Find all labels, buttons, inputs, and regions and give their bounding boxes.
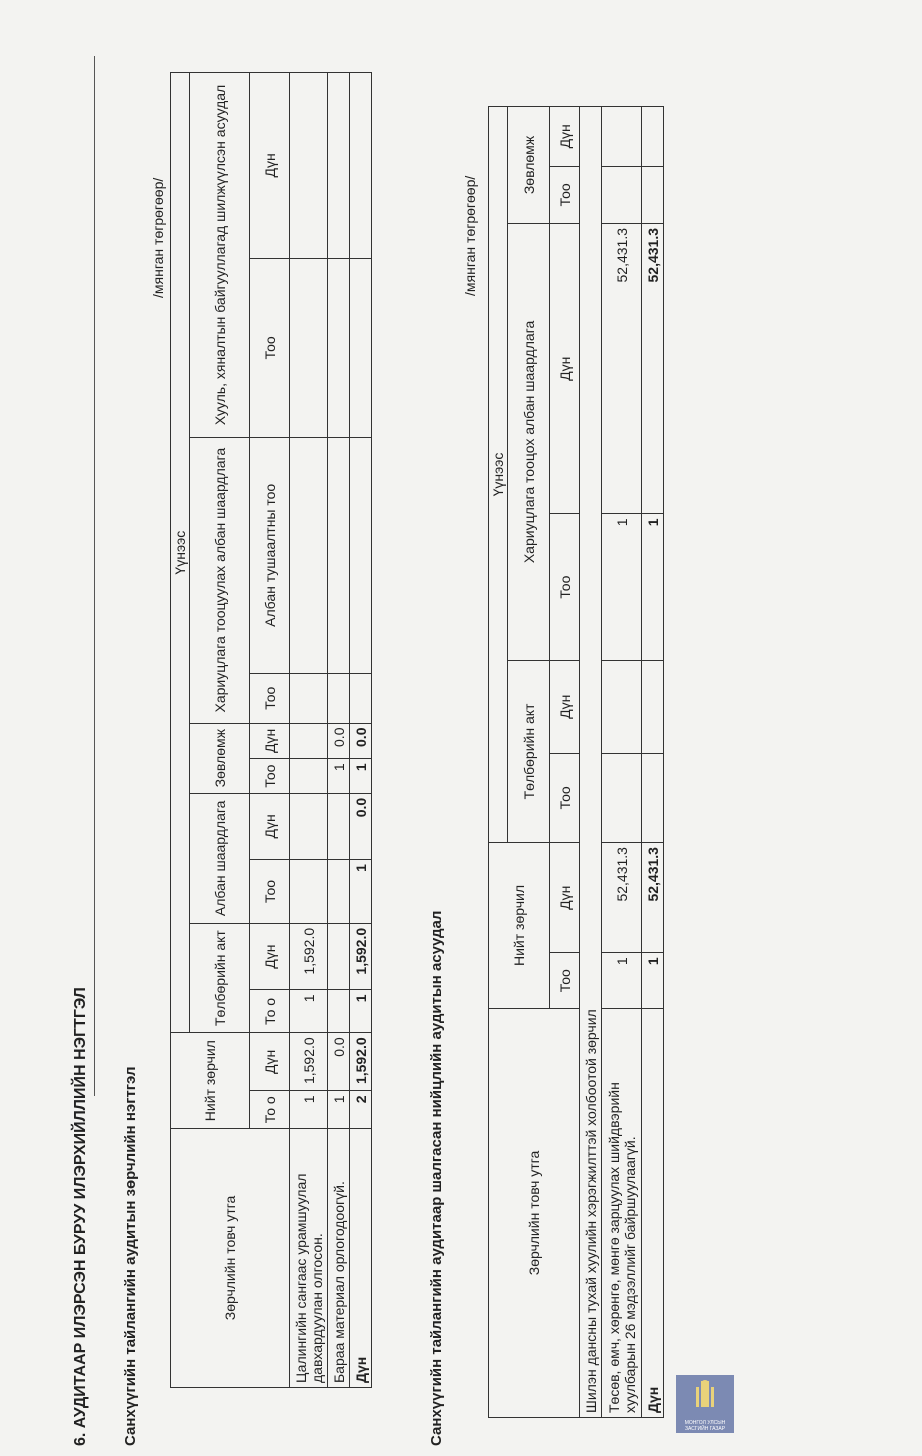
row-total-too: 1 (328, 1091, 350, 1129)
row-tolbor-too (328, 990, 350, 1033)
row-empty-cell (350, 73, 372, 259)
row-total-dun: 0.0 (328, 1033, 350, 1091)
t1-header-uunees: Үүнээс (171, 73, 190, 1033)
sum-tolbor-too: 1 (350, 990, 372, 1033)
row-empty-cell (290, 258, 328, 437)
table1-subtitle: Санхүүгийн тайлангийн аудитын зөрчлийн нэгтгэл (122, 1066, 139, 1446)
row-empty-cell (350, 258, 372, 437)
row-empty-cell (290, 437, 328, 673)
t2-sub-too: Тоо (550, 753, 580, 842)
sum-alban-too: 1 (350, 860, 372, 924)
row-tol-dun (602, 660, 642, 753)
t1-header-desc: Зөрчлийн товч утга (171, 1129, 290, 1388)
row-empty-cell (328, 258, 350, 437)
t2-sub-dun: Дүн (550, 843, 580, 953)
row-har-dun: 52,431.3 (602, 224, 642, 514)
row-empty-cell (350, 437, 372, 673)
t1-sub-alban-tushaal: Албан тушаалтны тоо (250, 437, 290, 673)
sum-label: Дүн (350, 1129, 372, 1388)
t1-sub-dun: Дүн (250, 1033, 290, 1091)
row-har-too: 1 (602, 514, 642, 660)
t1-sub-too: То о (250, 990, 290, 1033)
t1-sub-too: Тоо (250, 759, 290, 793)
row-zov-dun (290, 723, 328, 759)
table-group-row (580, 107, 602, 1418)
t1-sub-too: Тоо (250, 673, 290, 723)
t1-sub-dun: Дүн (250, 923, 290, 990)
row-alban-dun (328, 793, 350, 859)
t2-header-total: Нийт зөрчил (489, 843, 550, 1009)
row-empty-cell (290, 73, 328, 259)
row-empty-cell (290, 673, 328, 723)
table-row (290, 73, 328, 1388)
t1-sub-too: Тоо (250, 258, 290, 437)
row-desc: Бараа материал орлогодоогүй. (328, 1129, 350, 1388)
government-logo (676, 1375, 734, 1433)
t1-header-total: Нийт зөрчил (171, 1033, 250, 1129)
t1-sub-too: Тоо (250, 860, 290, 924)
sum-tol-dun (642, 660, 664, 753)
row-zov-dun: 0.0 (328, 723, 350, 759)
sum-zov-dun: 0.0 (350, 723, 372, 759)
row-empty-cell (328, 437, 350, 673)
section-title: 6. АУДИТААР ИЛЭРСЭН БУРУУ ИЛЭРХИЙЛЛИЙН НЭГТГЭЛ (72, 987, 89, 1446)
sum-total-too: 1 (642, 953, 664, 1009)
table-row-sum (642, 107, 664, 1418)
t2-header-tolbor: Төлбөрийн акт (508, 660, 550, 842)
row-empty-cell (350, 673, 372, 723)
table-row (602, 107, 642, 1418)
row-zov-too: 1 (328, 759, 350, 793)
sum-zov-too: 1 (350, 759, 372, 793)
t1-header-alban: Албан шаардлага (190, 793, 250, 923)
t2-sub-too: Тоо (550, 166, 580, 223)
table-row (328, 73, 350, 1388)
t1-sub-dun: Дүн (250, 793, 290, 859)
row-total-too: 1 (602, 953, 642, 1009)
row-zov-too (602, 166, 642, 223)
group-row: Шилэн дансны тухай хуулийн хэрэгжилттэй холбоотой зөрчил (580, 107, 602, 1418)
logo-caption: МОНГОЛ УЛСЫН ЗАСГИЙН ГАЗАР (684, 1420, 726, 1432)
sum-alban-dun: 0.0 (350, 793, 372, 859)
row-total-dun: 1,592.0 (290, 1033, 328, 1091)
row-empty-cell (328, 73, 350, 259)
sum-tol-too (642, 753, 664, 842)
row-total-dun: 52,431.3 (602, 843, 642, 953)
table1 (170, 72, 372, 1388)
sum-har-too: 1 (642, 514, 664, 660)
t2-sub-too: Тоо (550, 953, 580, 1009)
sum-har-dun: 52,431.3 (642, 224, 664, 514)
table2 (488, 106, 664, 1418)
t2-header-zovlomj: Зөвлөмж (508, 107, 550, 224)
t1-header-hariutslaga: Хариуцлага тооцуулах албан шаардлага (190, 437, 250, 723)
row-tolbor-too: 1 (290, 990, 328, 1033)
row-total-too: 1 (290, 1091, 328, 1129)
t1-header-huul: Хууль, хяналтын байгууллагад шилжүүлсэн асуудал (190, 73, 250, 438)
sum-total-too: 2 (350, 1091, 372, 1129)
t2-sub-dun: Дүн (550, 660, 580, 753)
row-zov-dun (602, 107, 642, 167)
title-underline (94, 56, 95, 1096)
table2-subtitle: Санхүүгийн тайлангийн аудитаар шалгасан нийцлийн аудитын асуудал (428, 910, 445, 1446)
row-tol-too (602, 753, 642, 842)
row-alban-dun (290, 793, 328, 859)
t1-sub-dun: Дүн (250, 723, 290, 759)
row-tolbor-dun: 1,592.0 (290, 923, 328, 990)
row-alban-too (290, 860, 328, 924)
t2-header-hariutslaga: Хариуцлага тооцох албан шаардлага (508, 224, 550, 661)
t2-header-uunees: Үүнээс (489, 107, 508, 843)
t2-sub-too: Тоо (550, 514, 580, 660)
table1-unit: /мянган төгрөгөөр/ (150, 177, 166, 298)
t2-sub-dun: Дүн (550, 224, 580, 514)
t2-header-desc: Зөрчлийн товч утга (489, 1009, 580, 1418)
sum-zov-dun (642, 107, 664, 167)
row-desc: Цалингийн сангаас урамшуулал давхардуулан олгосон. (290, 1129, 328, 1388)
table-row-sum (350, 73, 372, 1388)
table2-unit: /мянган төгрөгөөр/ (462, 175, 478, 296)
row-desc: Төсөв, өмч, хөрөнгө, мөнгө зарцуулах шийдвэрийн хуулбарын 26 мэдээллийг байршуулаагүй. (602, 1009, 642, 1418)
row-empty-cell (328, 673, 350, 723)
row-alban-too (328, 860, 350, 924)
t1-sub-too: То о (250, 1091, 290, 1129)
t1-header-tolbor: Төлбөрийн акт (190, 923, 250, 1032)
sum-tolbor-dun: 1,592.0 (350, 923, 372, 990)
row-tolbor-dun (328, 923, 350, 990)
t1-sub-dun: Дүн (250, 73, 290, 259)
sum-zov-too (642, 166, 664, 223)
t1-header-zovlomj: Зөвлөмж (190, 723, 250, 793)
sum-total-dun: 52,431.3 (642, 843, 664, 953)
sum-label: Дүн (642, 1009, 664, 1418)
soyombo-emblem-icon (676, 1375, 734, 1415)
sum-total-dun: 1,592.0 (350, 1033, 372, 1091)
row-zov-too (290, 759, 328, 793)
t2-sub-dun: Дүн (550, 107, 580, 167)
